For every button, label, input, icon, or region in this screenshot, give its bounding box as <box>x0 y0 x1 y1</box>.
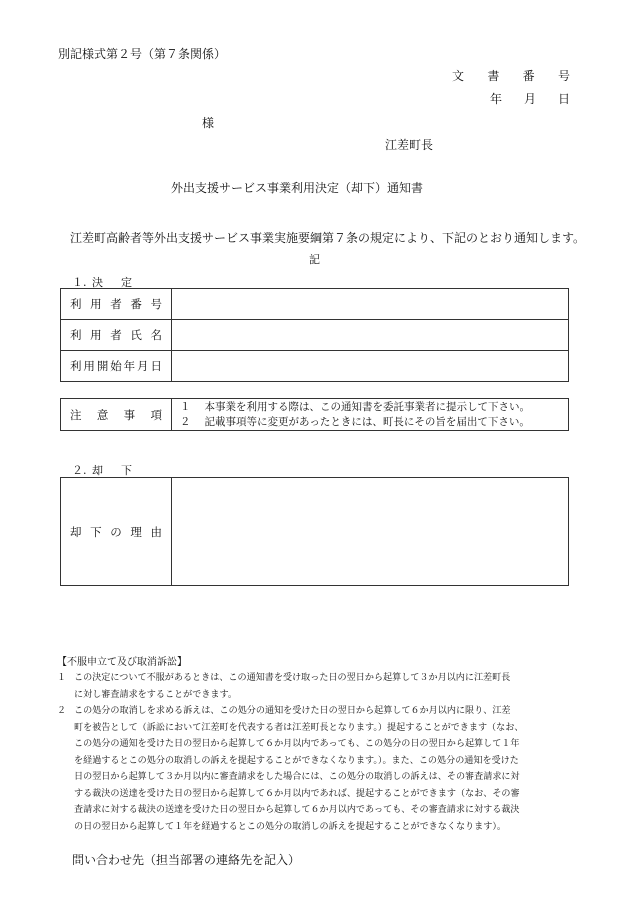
sender-name: 江差町長 <box>385 138 434 152</box>
appeal-heading: 【不服申立て及び取消訴訟】 <box>57 657 187 668</box>
appeal-item-line: この決定について不服があるときは、この通知書を受け取った日の翌日から起算して３か月以内に江差町長 <box>74 673 511 683</box>
notes-label: 注 意 事 項 <box>70 407 162 422</box>
decision-row <box>61 289 569 320</box>
note-item-text: 記載事項等に変更があったときには、町長にその旨を届出て下さい。 <box>204 415 530 428</box>
appeal-item-number: １ <box>57 673 67 683</box>
decision-row-label: 利 用 開 始 年 月 日 <box>70 359 162 373</box>
appeal-item <box>57 703 577 835</box>
notes-table <box>60 398 569 431</box>
decision-table <box>60 288 569 382</box>
decision-row-label-cell <box>61 289 172 320</box>
notes-label-cell <box>61 399 172 431</box>
appeal-item-line: 日の翌日から起算して３か月以内に審査請求をした場合には、この処分の取消しの訴えは、その審査請求に対 <box>74 772 520 782</box>
ki-mark: 記 <box>309 253 320 266</box>
decision-row-value[interactable] <box>172 320 569 351</box>
decision-row-label: 利 用 者 番 号 <box>70 297 162 311</box>
decision-heading-number: １. <box>72 276 87 289</box>
addressee-suffix: 様 <box>202 116 215 130</box>
document-number-label: 文 書 番 号 <box>452 69 570 83</box>
appeal-item-line: 町を被告として（訴訟において江差町を代表する者は江差町長となります。）提起することができます（なお、 <box>74 722 524 733</box>
appeal-item <box>57 670 577 703</box>
contact-line: 問い合わせ先（担当部署の連絡先を記入） <box>72 853 301 867</box>
appeal-item-number: ２ <box>57 706 67 716</box>
form-number: 別記様式第２号（第７条関係） <box>58 47 227 61</box>
rejection-table <box>60 477 569 586</box>
rejection-label-cell <box>61 478 172 586</box>
date-label: 年 月 日 <box>490 92 570 106</box>
note-item-number: ２ <box>180 415 191 428</box>
decision-row-value[interactable] <box>172 351 569 382</box>
appeal-item-line: に対し審査請求をすることができます。 <box>74 689 237 700</box>
note-item <box>172 415 568 430</box>
decision-row <box>61 351 569 382</box>
rejection-reason-value[interactable] <box>172 478 569 586</box>
appeal-item-line: 査請求に対する裁決の送達を受けた日の翌日から起算して６か月以内であっても、その審査請求に対する裁決 <box>74 805 520 815</box>
appeal-item-line: この処分の通知を受けた日の翌日から起算して６か月以内であっても、この処分の日の翌日から起算して１年 <box>74 739 520 749</box>
appeal-item-line: の日の翌日から起算して１年を経過するとこの処分の取消しの訴えを提起することができなくなります）。 <box>74 821 506 832</box>
decision-row <box>61 320 569 351</box>
note-item-text: 本事業を利用する際は、この通知書を委託事業者に提示して下さい。 <box>204 400 530 413</box>
rejection-heading <box>72 463 132 478</box>
notes-content-cell <box>172 399 569 431</box>
decision-row-value[interactable] <box>172 289 569 320</box>
decision-row-label-cell <box>61 351 172 382</box>
intro-text: 江差町高齢者等外出支援サービス事業実施要綱第７条の規定により、下記のとおり通知します。 <box>70 231 586 245</box>
decision-row-label: 利 用 者 氏 名 <box>70 328 162 342</box>
document-title: 外出支援サービス事業利用決定（却下）通知書 <box>171 181 424 195</box>
note-item-number: １ <box>180 400 191 413</box>
decision-row-label-cell <box>61 320 172 351</box>
note-item <box>172 400 568 415</box>
rejection-reason-label: 却 下 の 理 由 <box>70 524 162 539</box>
appeal-item-line: を経過するとこの処分の取消しの訴えを提起することができなくなります。）。また、この処分の通知を受けた <box>74 755 519 766</box>
decision-heading-label: 決 定 <box>92 276 132 289</box>
rejection-heading-number: ２. <box>72 464 87 477</box>
rejection-heading-label: 却 下 <box>92 464 132 477</box>
appeal-item-line: する裁決の送達を受けた日の翌日から起算して６か月以内であれば、提起することができます（なお、その審 <box>74 788 520 799</box>
appeal-list <box>57 670 577 835</box>
appeal-item-line: この処分の取消しを求める訴えは、この処分の通知を受けた日の翌日から起算して６か月以内に限り、江差 <box>74 706 511 716</box>
